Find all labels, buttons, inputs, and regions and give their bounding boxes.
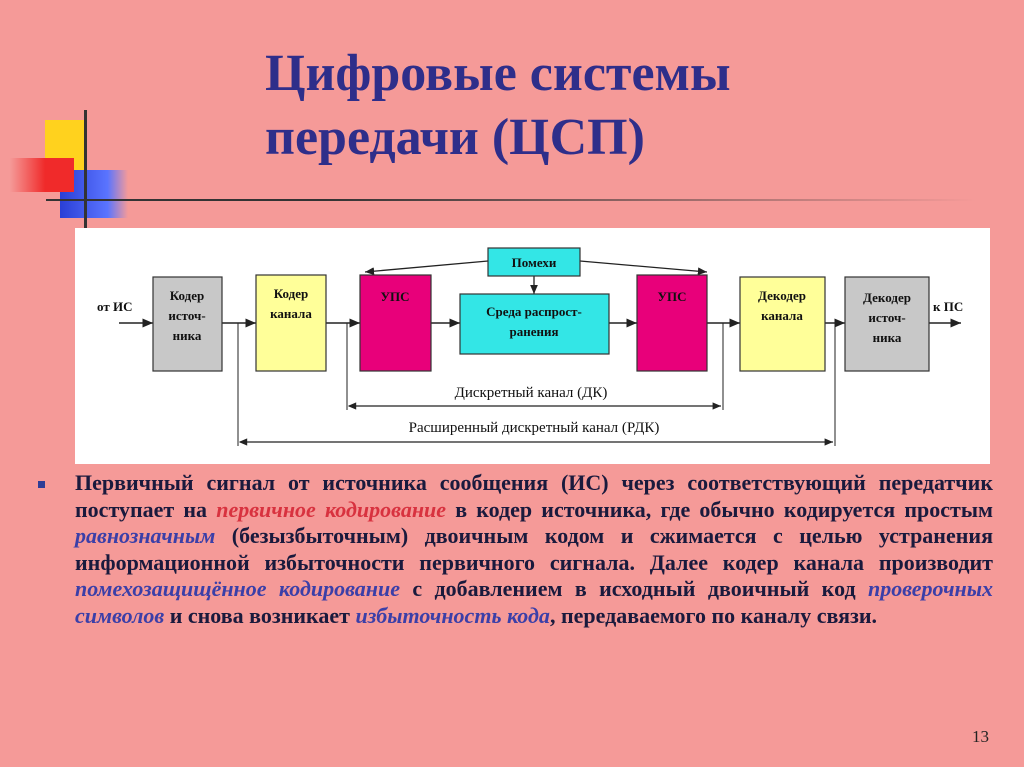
slide-title bbox=[265, 42, 731, 170]
output-label: к ПС bbox=[933, 299, 964, 314]
dk-label: Дискретный канал (ДК) bbox=[454, 385, 608, 401]
block-channel-decoder bbox=[740, 277, 825, 371]
svg-text:УПС: УПС bbox=[657, 289, 687, 304]
svg-text:Кодер: Кодер bbox=[273, 286, 309, 301]
rdk-label: Расширенный дискретный канал (РДК) bbox=[408, 420, 660, 436]
svg-text:источ-: источ- bbox=[868, 310, 906, 325]
body-text-1: Первичный сигнал от источника сообщения (ИС) через соответствующий передатчик поступает на bbox=[75, 470, 993, 522]
deco-red-square bbox=[10, 158, 74, 192]
svg-text:Декодер: Декодер bbox=[758, 288, 806, 303]
block-source-coder bbox=[153, 277, 222, 371]
title-line-1: Цифровые системы bbox=[265, 45, 731, 102]
svg-text:канала: канала bbox=[761, 308, 803, 323]
deco-vertical-line bbox=[84, 110, 87, 228]
svg-text:канала: канала bbox=[270, 306, 312, 321]
noise-label: Помехи bbox=[511, 255, 557, 270]
svg-text:источ-: источ- bbox=[168, 308, 206, 323]
body-text-2: в кодер источника, где обычно кодируется простым bbox=[446, 496, 993, 522]
body-paragraph bbox=[75, 470, 993, 630]
svg-text:УПС: УПС bbox=[380, 289, 410, 304]
body-text-5: и снова возникает bbox=[164, 602, 356, 628]
body-text-3: (безызбыточным) двоичным кодом и сжимается с целью устранения информационной избыточности первичного сигнала. Далее кодер канала производит bbox=[75, 523, 993, 575]
block-ups-1 bbox=[360, 275, 431, 371]
svg-text:Декодер: Декодер bbox=[863, 290, 911, 305]
term-check-symbols: проверочных символов bbox=[75, 576, 993, 628]
term-noise-resistant-coding: помехозащищённое кодирование bbox=[75, 576, 400, 602]
block-source-decoder bbox=[845, 277, 929, 371]
block-ups-2 bbox=[637, 275, 707, 371]
svg-text:ника: ника bbox=[872, 330, 902, 345]
bullet-square-icon bbox=[38, 481, 45, 488]
deco-horizontal-line bbox=[46, 199, 976, 201]
svg-text:ранения: ранения bbox=[509, 324, 559, 339]
block-medium bbox=[460, 294, 609, 354]
svg-text:Среда распрост-: Среда распрост- bbox=[486, 304, 582, 319]
noise-arrow-right bbox=[580, 261, 707, 272]
input-label: от ИС bbox=[97, 299, 133, 314]
block-diagram-svg bbox=[75, 228, 990, 464]
noise-arrow-left bbox=[365, 261, 488, 272]
body-text-4: с добавлением в исходный двоичный код bbox=[399, 576, 868, 602]
term-primary-coding: первичное кодирование bbox=[216, 496, 447, 522]
block-diagram bbox=[75, 228, 990, 464]
svg-text:ника: ника bbox=[172, 328, 202, 343]
block-channel-coder bbox=[256, 275, 326, 371]
title-line-2: передачи (ЦСП) bbox=[265, 109, 645, 166]
body-text-6: , передаваемого по каналу связи. bbox=[549, 602, 878, 628]
term-code-redundancy: избыточность кода bbox=[355, 602, 550, 628]
term-uniform: равнозначным bbox=[75, 523, 216, 549]
svg-text:Кодер: Кодер bbox=[169, 288, 205, 303]
page-number: 13 bbox=[972, 727, 989, 746]
